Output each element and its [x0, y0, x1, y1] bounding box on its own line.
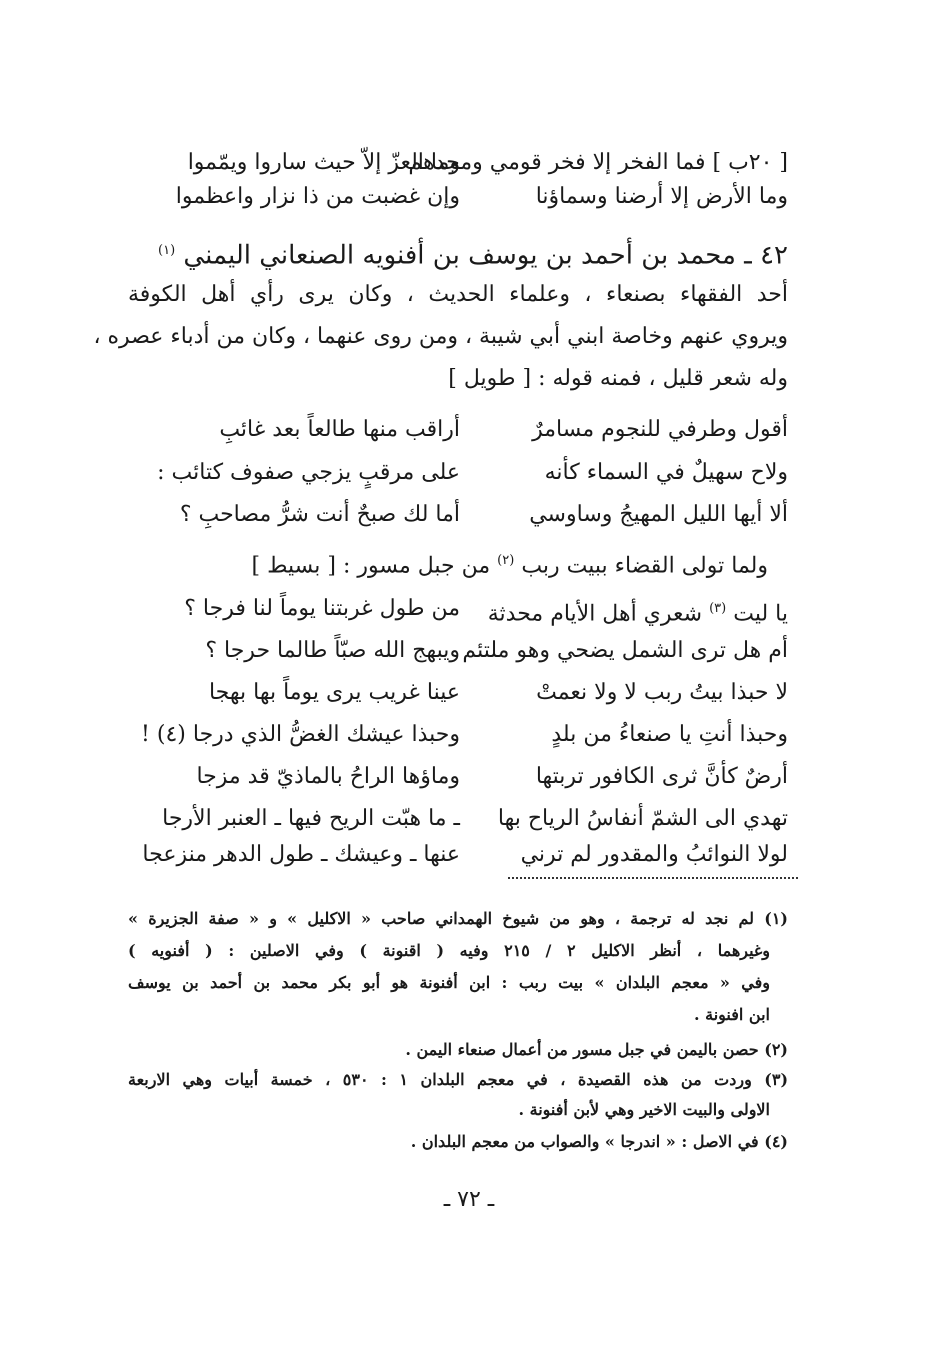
poem3-intro-text: ولما تولى القضاء ببيت ربب — [521, 553, 768, 579]
bio-line-3: وله شعر قليل ، فمنه قوله : [ طويل ] — [448, 366, 788, 391]
entry-heading — [128, 236, 788, 271]
footnote-4: (٤) في الاصل : « اندرجا » والصواب من معجم البلدان . — [410, 1132, 788, 1151]
poem3-intro-footnote-ref: (٢) — [497, 553, 515, 568]
poem3-line4-right: وحبذا أنتِ يا صنعاءُ من بلدٍ — [551, 722, 788, 747]
footnote-3-line2: الاولى والبيت الاخير وهي لأبن أفنونة . — [518, 1100, 770, 1119]
footnote-separator — [508, 877, 798, 879]
poem3-line3-right: لا حبذا بيتُ ربب لا ولا نعمتْ — [536, 680, 788, 705]
footnote-1-line4: ابن افنونة . — [693, 1005, 770, 1024]
poem3-line2-right: أم هل ترى الشمل يضحي وهو ملتئم — [462, 638, 788, 663]
poem3-line1-right — [458, 594, 788, 629]
poem1-line2-left: وإن غضبت من ذا نزار واعظموا — [175, 184, 460, 209]
poem3-line6-right: تهدي الى الشمّ أنفاسُ الرياح بها — [497, 806, 788, 831]
poem2-line1-left: أراقب منها طالعاً بعد غائبِ — [219, 417, 460, 442]
poem1-line1-left: وما العزّ إلاّ حيث ساروا ويمّموا — [187, 150, 460, 175]
poem1-line2-right: وما الأرض إلا أرضنا وسماؤنا — [535, 184, 788, 209]
entry-heading-footnote-ref: (١) — [158, 243, 176, 258]
poem3-line7-right: لولا النوائبُ والمقدور لم ترني — [520, 842, 788, 867]
poem3-line7-left: عنها ـ وعيشك ـ طول الدهر منزعجا — [142, 842, 460, 867]
page-number: ـ ٧٢ ـ — [443, 1187, 495, 1212]
poem2-line1-right: أقول وطرفي للنجوم مسامرٌ — [532, 417, 788, 442]
poem2-line2-left: على مرقبٍ يزجي صفوف كتائب : — [157, 460, 460, 485]
poem3-line4-left: وحبذا عيشك الغضُّ الذي درجا (٤) ! — [141, 722, 460, 747]
poem3-line2-left: ويبهج الله صبّاً طالما حرجا ؟ — [205, 638, 460, 663]
entry-heading-text: ٤٢ ـ محمد بن أحمد بن يوسف بن أفنويه الصنعاني اليمني — [183, 240, 788, 271]
poem3-line1-footnote-ref: (٣) — [709, 601, 727, 616]
poem3-line5-left: وماؤها الراحُ بالماذيّ قد مزجا — [196, 764, 460, 789]
poem3-line1-right-start: يا ليت — [733, 601, 788, 627]
poem1-line1-right: [ ٢٠ب ] فما الفخر إلا فخر قومي ومجدهم — [408, 150, 788, 175]
footnote-2: (٢) حصن باليمن في جبل مسور من أعمال صنعاء اليمن . — [405, 1040, 788, 1059]
footnote-1-line3: وفي « معجم البلدان » بيت ربب : ابن أفنونة هو أبو بكر محمد بن أحمد بن يوسف — [128, 973, 770, 992]
poem3-line5-right: أرضٌ كأنَّ ثرى الكافور تربتها — [535, 764, 788, 789]
bio-line-1: أحد الفقهاء بصنعاء ، وعلماء الحديث ، وكان يرى رأي أهل الكوفة — [128, 282, 788, 307]
poem3-line1-right-tail: شعري أهل الأيام محدثة — [487, 601, 703, 627]
poem2-line3-left: أما لك صبحٌ أنت شرُّ مصاحبِ ؟ — [179, 502, 460, 527]
poem3-intro — [108, 546, 768, 581]
poem3-intro-tail: من جبل مسور : [ بسيط ] — [251, 553, 491, 579]
footnote-3-line1: (٣) وردت من هذه القصيدة ، في معجم البلدان ١ : ٥٣٠ ، خمسة أبيات وهي الاربعة — [128, 1070, 789, 1089]
poem3-line1-left: من طول غربتنا يوماً لنا فرجا ؟ — [184, 596, 460, 621]
footnote-1-line1: (١) لم نجد له ترجمة ، وهو من شيوخ الهمداني صاحب « الاكليل » و « صفة الجزيرة » — [128, 909, 788, 928]
poem2-line3-right: ألا أيها الليل المهيجُ وساوسي — [529, 502, 788, 527]
poem2-line2-right: ولاح سهيلٌ في السماء كأنه — [544, 460, 788, 485]
poem3-line3-left: عينا غريب يرى يوماً بها بهجا — [208, 680, 460, 705]
bio-line-2: ويروي عنهم وخاصة ابني أبي شيبة ، ومن روى عنهما ، وكان من أدباء عصره ، — [93, 324, 788, 349]
footnote-1-line2: وغيرهما ، أنظر الاكليل ٢ / ٢١٥ وفيه ( اقنونة ) وفي الاصلين : ( أفنويه ) — [128, 941, 771, 960]
poem3-line6-left: ـ ما هبّت الريح فيها ـ العنبر الأرجا — [162, 806, 460, 831]
